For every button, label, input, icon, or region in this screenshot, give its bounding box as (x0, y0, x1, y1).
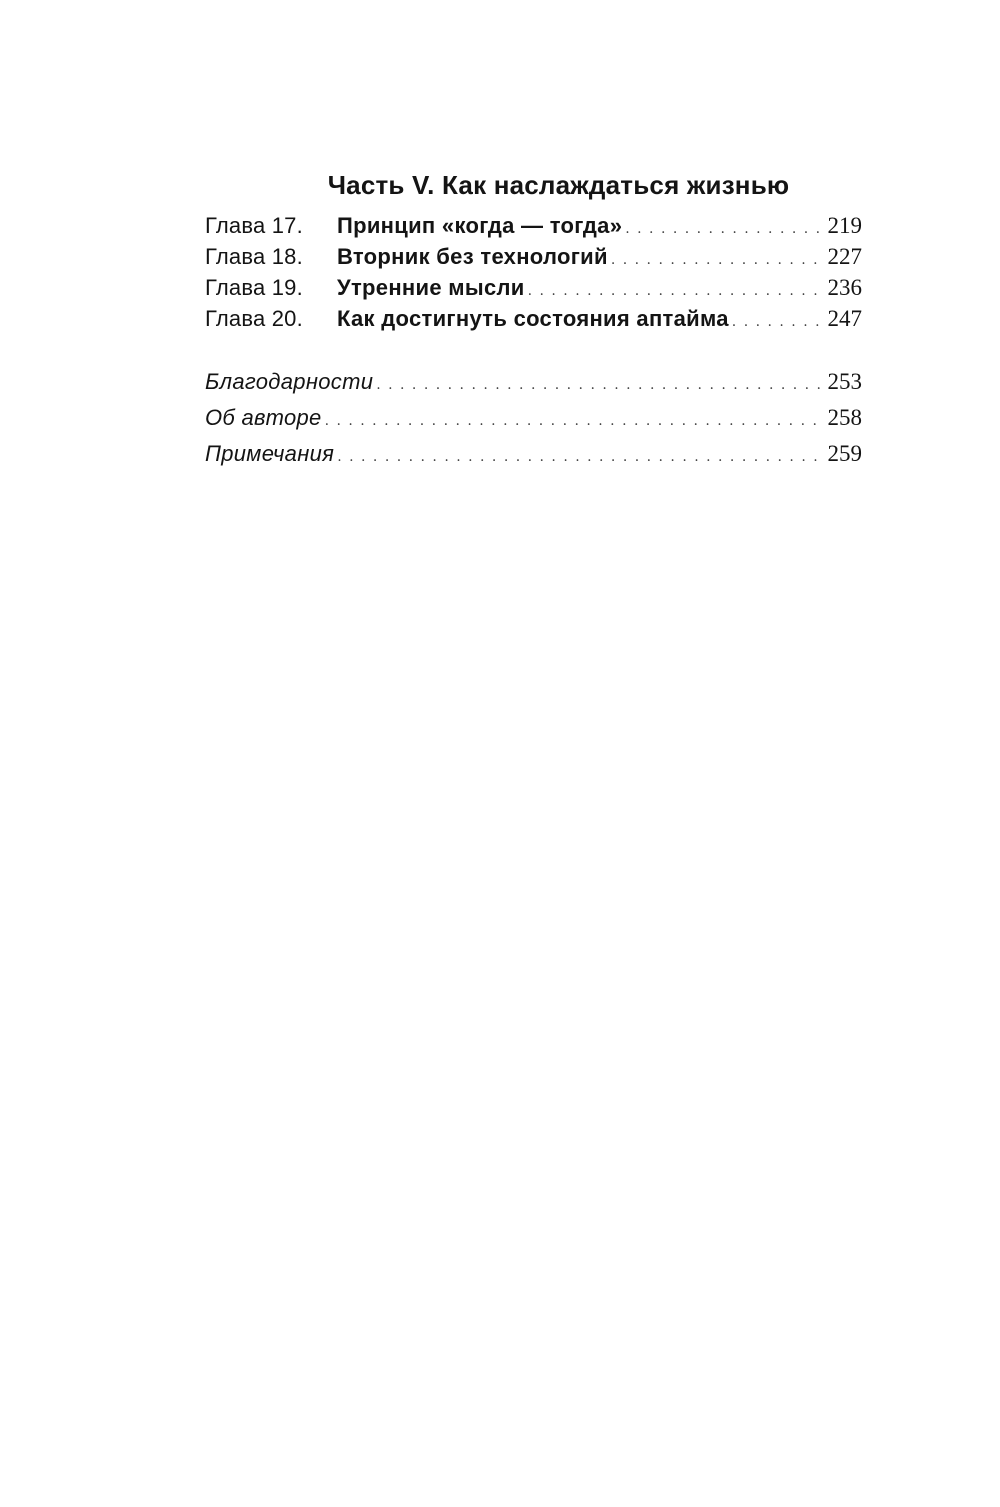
back-matter-title: Примечания (205, 441, 335, 466)
toc-back-matter-row (205, 400, 862, 436)
toc-chapter-row (205, 241, 862, 272)
chapter-number: Глава 18. (205, 244, 303, 269)
dot-leader (732, 307, 825, 338)
chapter-number: Глава 17. (205, 213, 303, 238)
dot-leader (325, 403, 825, 439)
chapter-number: Глава 20. (205, 306, 303, 331)
dot-leader (611, 245, 825, 276)
dot-leader (625, 214, 824, 245)
page-number: 258 (827, 405, 862, 430)
page-number: 219 (827, 213, 862, 238)
section-gap (205, 334, 862, 364)
chapter-title: Вторник без технологий (337, 244, 608, 269)
chapter-title: Утренние мысли (337, 275, 525, 300)
page-number: 259 (827, 441, 862, 466)
toc-back-matter-row (205, 364, 862, 400)
table-of-contents (205, 166, 862, 472)
dot-leader (376, 367, 824, 403)
toc-back-matter-row (205, 436, 862, 472)
page-number: 227 (827, 244, 862, 269)
page-number: 236 (827, 275, 862, 300)
dot-leader (337, 439, 824, 475)
back-matter-title: Благодарности (205, 369, 374, 394)
page-number: 247 (827, 306, 862, 331)
chapter-number: Глава 19. (205, 275, 303, 300)
chapter-title: Как достигнуть состояния аптайма (337, 306, 729, 331)
toc-chapter-row (205, 303, 862, 334)
back-matter-title: Об авторе (205, 405, 322, 430)
part-title: Часть V. Как наслаждаться жизнью (327, 170, 790, 200)
toc-chapter-row (205, 272, 862, 303)
toc-chapter-row (205, 210, 862, 241)
chapter-title: Принцип «когда — тогда» (337, 213, 623, 238)
page-number: 253 (827, 369, 862, 394)
